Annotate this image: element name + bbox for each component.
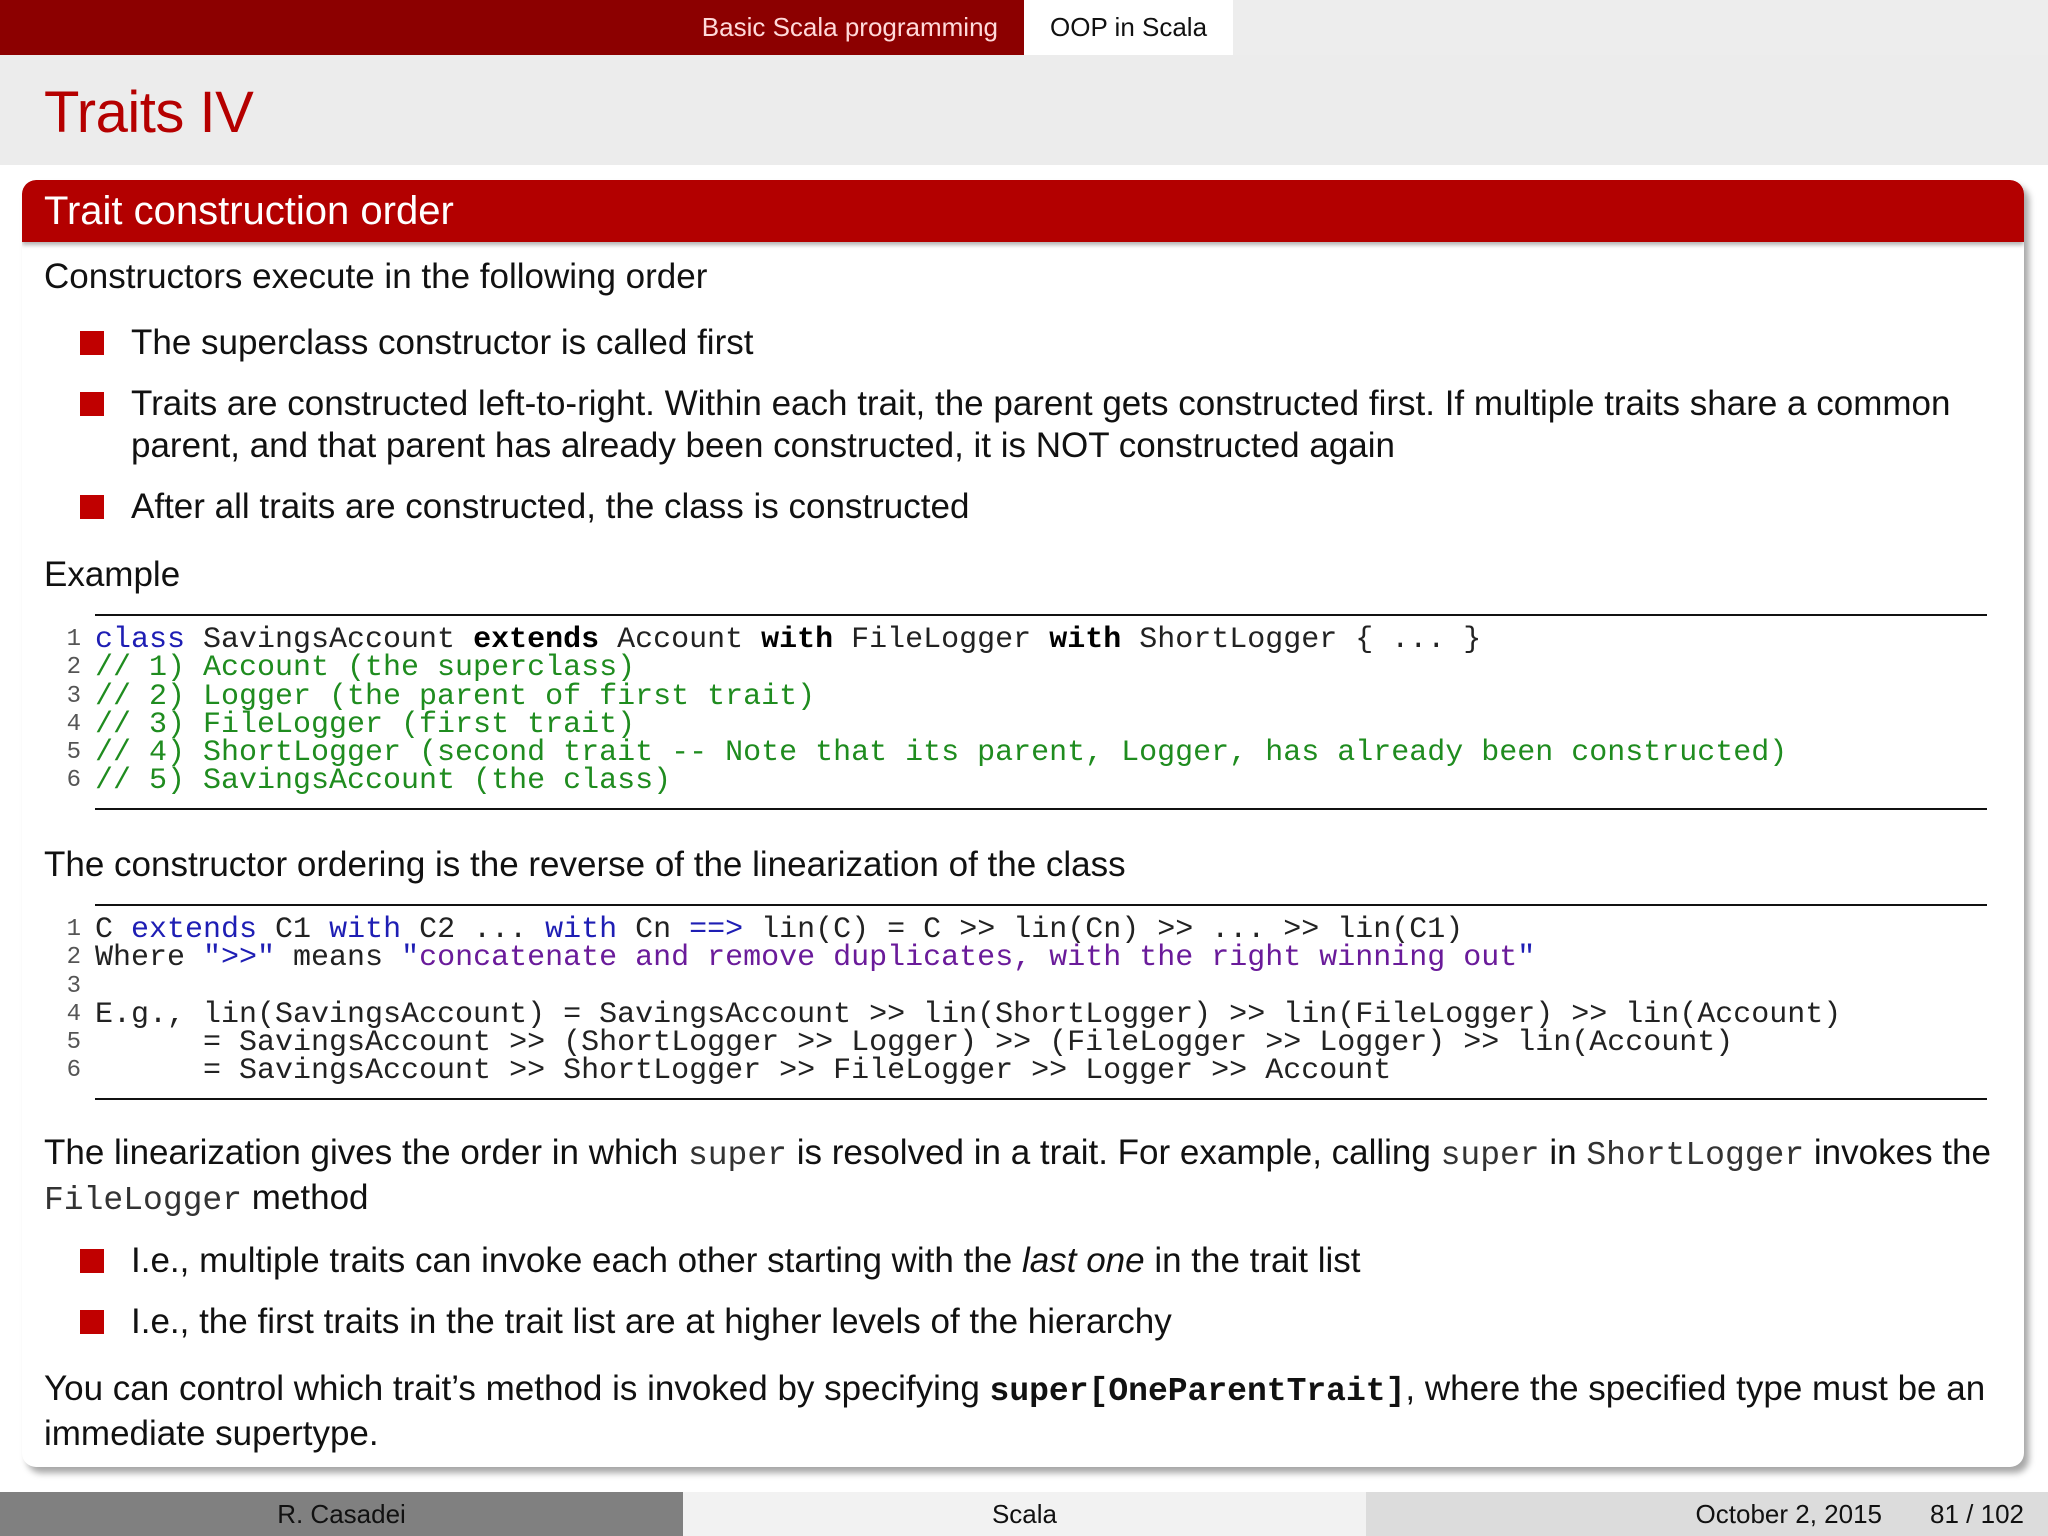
- code-text: Account: [599, 623, 762, 657]
- text-run: method: [242, 1178, 369, 1217]
- line-number: 2: [66, 944, 81, 972]
- code-string: ": [1517, 941, 1536, 976]
- code-line: [66, 913, 1987, 947]
- code-string: ": [401, 941, 420, 976]
- code-line: [66, 707, 1987, 742]
- nav-section-basic-scala[interactable]: Basic Scala programming: [701, 12, 998, 42]
- line-number: 4: [66, 1000, 81, 1028]
- example-label: Example: [44, 555, 181, 594]
- bullet-square-icon: [80, 495, 104, 519]
- code-keyword: with: [545, 913, 618, 947]
- line-number: 6: [66, 1057, 81, 1085]
- ie-bullet-list: [44, 1240, 2024, 1343]
- code-text: means: [275, 941, 402, 976]
- bullet-text: The superclass constructor is called first: [131, 323, 754, 362]
- bullet-text: Traits are constructed left-to-right. Within each trait, the parent gets constructed first. If multiple traits share a common parent, and that parent has already been constructed, it is NOT constructed again: [131, 384, 1951, 465]
- list-item: [44, 486, 2024, 528]
- inline-code: super: [1440, 1137, 1540, 1174]
- nav-right: [1024, 0, 2048, 55]
- line-number: 4: [66, 710, 81, 738]
- frame-title: Traits IV: [44, 80, 254, 145]
- control-super-text: [44, 1368, 2019, 1455]
- list-item: [44, 383, 2024, 467]
- code-text: Where: [95, 941, 204, 976]
- bullet-square-icon: [80, 1249, 104, 1273]
- content-block: [22, 180, 2024, 1467]
- nav-section-oop-scala[interactable]: OOP in Scala: [1024, 0, 1233, 55]
- code-text: Cn: [617, 913, 690, 947]
- line-number: 5: [66, 1029, 81, 1057]
- footer-short-title: Scala: [683, 1492, 1366, 1536]
- linearization-intro: The constructor ordering is the reverse of the linearization of the class: [44, 845, 1126, 884]
- nav-left: [0, 0, 1024, 55]
- code-line: [66, 1026, 1987, 1061]
- code-comment: // 5) SavingsAccount (the class): [95, 764, 672, 799]
- code-string: ">>": [203, 941, 276, 976]
- code-text: C2 ...: [401, 913, 546, 947]
- text-run: , where the specified type must be an immediate supertype.: [44, 1369, 1986, 1453]
- list-item: [44, 322, 2024, 364]
- code-comment: // 2) Logger (the parent of first trait): [95, 679, 816, 714]
- inline-code: ShortLogger: [1586, 1137, 1805, 1174]
- code-text: ShortLogger { ... }: [1121, 623, 1482, 657]
- block-title: Trait construction order: [22, 180, 2024, 242]
- code-keyword: with: [761, 623, 834, 657]
- code-keyword: with: [329, 913, 402, 947]
- code-line: [66, 736, 1987, 771]
- text-run: is resolved in a trait. For example, calling: [786, 1133, 1441, 1172]
- code-text: = SavingsAccount >> (ShortLogger >> Logger) >> (FileLogger >> Logger) >> lin(Account): [95, 1026, 1734, 1061]
- line-number: 3: [66, 682, 81, 710]
- line-number: 3: [66, 972, 81, 1000]
- code-keyword: extends: [131, 913, 258, 947]
- footer-date: October 2, 2015: [1695, 1499, 1883, 1529]
- footer-bar: [0, 1492, 2048, 1536]
- order-bullet-list: [44, 322, 2024, 528]
- list-item: [44, 1301, 2024, 1343]
- bullet-text: in the trait list: [1144, 1241, 1361, 1280]
- code-line: [66, 941, 1987, 976]
- line-number: 5: [66, 739, 81, 767]
- code-comment: // 1) Account (the superclass): [95, 651, 636, 686]
- emphasis-text: last one: [1022, 1241, 1145, 1280]
- line-number: 1: [66, 916, 81, 943]
- list-item: [44, 1240, 2024, 1282]
- line-number: 2: [66, 654, 81, 682]
- super-resolution-text: [44, 1132, 2019, 1222]
- code-text: C: [95, 913, 132, 947]
- inline-code: super: [687, 1137, 787, 1174]
- section-navigation: [0, 0, 2048, 55]
- intro-text: Constructors execute in the following order: [44, 257, 708, 296]
- code-text: FileLogger: [833, 623, 1050, 657]
- code-line: [66, 1054, 1987, 1089]
- code-text: = SavingsAccount >> ShortLogger >> FileLogger >> Logger >> Account: [95, 1054, 1392, 1089]
- code-line: [66, 764, 1987, 799]
- code-line: [66, 972, 1987, 1001]
- code-comment: // 4) ShortLogger (second trait -- Note that its parent, Logger, has already been constructed): [95, 736, 1788, 771]
- code-keyword: class: [95, 623, 186, 657]
- code-string: concatenate and remove duplicates, with the right winning out: [419, 941, 1518, 976]
- code-keyword: extends: [473, 623, 600, 657]
- text-run: in: [1539, 1133, 1587, 1172]
- code-text: SavingsAccount: [185, 623, 474, 657]
- footer-author: R. Casadei: [0, 1492, 683, 1536]
- bullet-text: I.e., multiple traits can invoke each other starting with the: [131, 1241, 1022, 1280]
- line-number: 6: [66, 767, 81, 795]
- code-text: lin(C) = C >> lin(Cn) >> ... >> lin(C1): [743, 913, 1464, 947]
- code-line: [66, 623, 1987, 657]
- code-keyword: with: [1049, 623, 1122, 657]
- footer-date-page: [1366, 1492, 2048, 1536]
- frame-title-bar: [0, 55, 2048, 165]
- bullet-square-icon: [80, 331, 104, 355]
- code-listing-linearization: [66, 904, 1987, 1100]
- code-line: [66, 651, 1987, 686]
- text-run: invokes the: [1804, 1133, 1991, 1172]
- code-keyword: ==>: [689, 913, 744, 947]
- text-run: You can control which trait’s method is invoked by specifying: [44, 1369, 990, 1408]
- bullet-square-icon: [80, 392, 104, 416]
- bullet-text: I.e., the first traits in the trait list are at higher levels of the hierarchy: [131, 1302, 1172, 1341]
- footer-page-number: 81 / 102: [1930, 1499, 2024, 1529]
- code-line: [66, 679, 1987, 714]
- line-number: 1: [66, 626, 81, 653]
- code-listing-example: [66, 614, 1987, 810]
- bullet-text: After all traits are constructed, the class is constructed: [131, 487, 970, 526]
- code-text: E.g., lin(SavingsAccount) = SavingsAccount >> lin(ShortLogger) >> lin(FileLogger) >> lin(Account): [95, 997, 1842, 1032]
- text-run: The linearization gives the order in which: [44, 1133, 688, 1172]
- code-comment: // 3) FileLogger (first trait): [95, 707, 636, 742]
- bullet-square-icon: [80, 1310, 104, 1334]
- inline-code: super[OneParentTrait]: [989, 1373, 1406, 1410]
- inline-code: FileLogger: [44, 1182, 243, 1219]
- code-line: [66, 997, 1987, 1032]
- code-text: C1: [257, 913, 330, 947]
